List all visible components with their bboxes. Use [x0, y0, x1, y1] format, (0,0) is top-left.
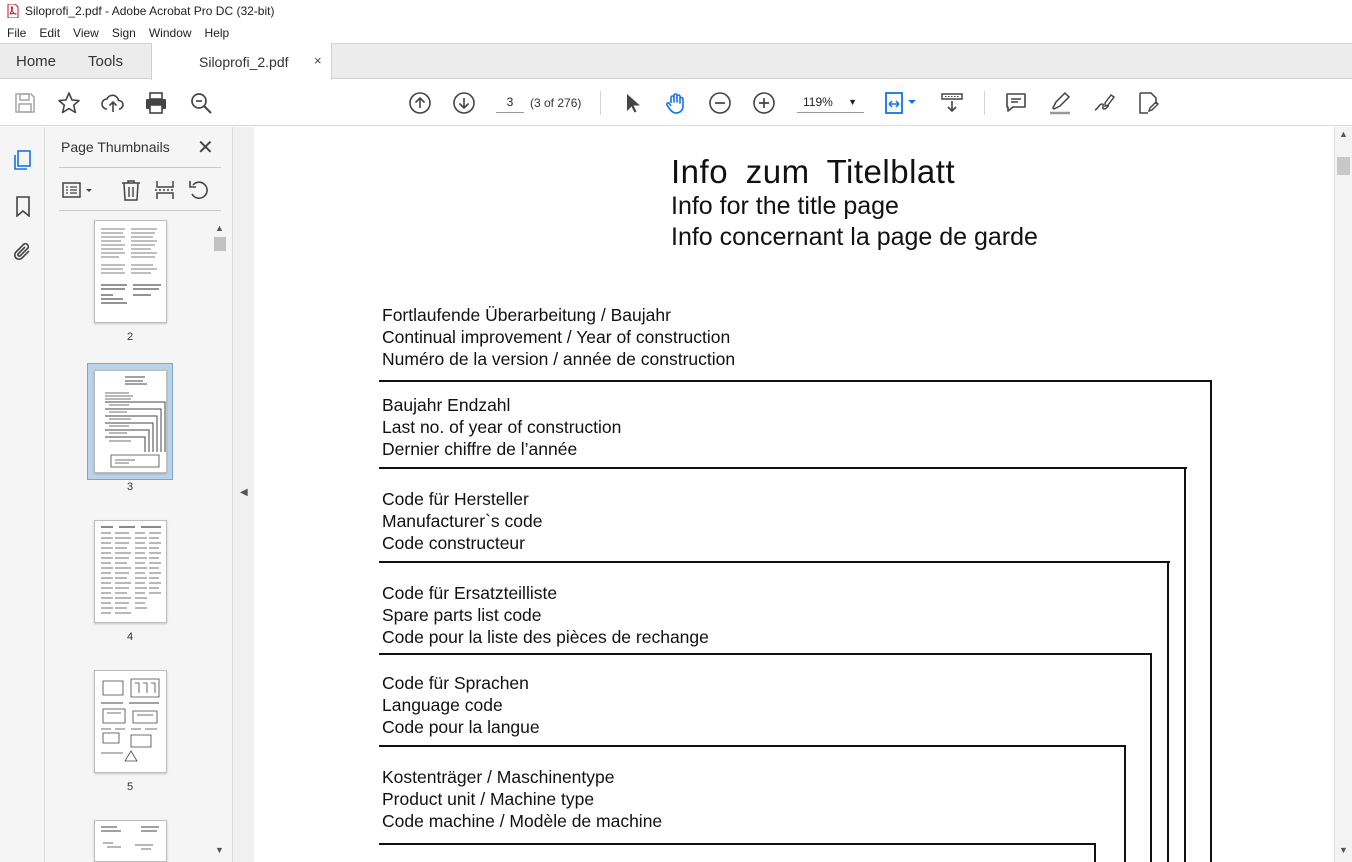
section-1 — [382, 304, 735, 370]
menu-help[interactable]: Help — [204, 25, 230, 40]
delete-page-icon[interactable] — [119, 179, 143, 201]
chevron-down-icon: ▼ — [848, 97, 857, 107]
bracket-line — [379, 467, 1187, 469]
highlight-icon[interactable] — [1048, 91, 1072, 115]
page-thumbnail-5[interactable] — [94, 670, 167, 773]
section-6 — [382, 766, 662, 832]
panel-divider — [59, 167, 221, 168]
bracket-line — [1150, 653, 1152, 862]
bracket-line — [379, 653, 1152, 655]
scroll-down-icon[interactable]: ▼ — [1339, 845, 1348, 855]
menu-file[interactable]: File — [7, 25, 27, 40]
section-text-fr: Dernier chiffre de l’année — [382, 439, 578, 459]
section-4 — [382, 582, 709, 648]
thumbnail-page-number: 3 — [126, 481, 134, 493]
bracket-line — [1167, 561, 1169, 862]
section-text-en: Language code — [382, 695, 503, 715]
menu-sign[interactable]: Sign — [111, 25, 136, 40]
tab-bar — [0, 43, 1352, 79]
select-arrow-icon[interactable] — [620, 91, 644, 115]
section-text-de: Code für Hersteller — [382, 489, 529, 509]
scroll-down-icon[interactable]: ▼ — [215, 845, 224, 855]
scrollbar-thumb[interactable] — [1337, 157, 1350, 175]
bracket-line — [1094, 843, 1096, 862]
scroll-mode-icon[interactable] — [940, 91, 964, 115]
panel-title: Page Thumbnails — [61, 139, 170, 155]
bracket-line — [379, 745, 1126, 747]
page-thumbnail-2[interactable] — [94, 220, 167, 323]
fit-page-icon[interactable] — [884, 91, 920, 115]
doc-title: Info zum Titelblatt — [671, 153, 956, 190]
thumbnail-scrollbar[interactable] — [213, 223, 227, 859]
page-thumbnails-icon[interactable] — [12, 149, 34, 171]
bracket-line — [379, 380, 1212, 382]
menu-view[interactable]: View — [73, 25, 99, 40]
page-thumbnail-6[interactable] — [94, 820, 167, 862]
section-text-en: Continual improvement / Year of construction — [382, 327, 731, 347]
page-count: (3 of 276) — [530, 96, 582, 110]
upload-icon[interactable] — [101, 91, 125, 115]
section-text-fr: Code pour la liste des pièces de rechange — [382, 627, 709, 647]
section-text-de: Fortlaufende Überarbeitung / Baujahr — [382, 305, 671, 325]
thumbnail-page-number: 4 — [126, 631, 134, 643]
bracket-line — [379, 561, 1170, 563]
section-text-en: Last no. of year of construction — [382, 417, 622, 437]
main-toolbar — [0, 80, 1352, 126]
attachment-icon[interactable] — [12, 241, 34, 263]
thumbnail-options-icon[interactable] — [61, 179, 97, 201]
page-down-icon[interactable] — [452, 91, 476, 115]
print-icon[interactable] — [144, 91, 168, 115]
extract-page-icon[interactable] — [153, 179, 177, 201]
sign-icon[interactable] — [1092, 91, 1116, 115]
page-up-icon[interactable] — [408, 91, 432, 115]
thumbnail-page-number: 2 — [126, 331, 134, 343]
window-titlebar — [0, 0, 1352, 22]
collapse-panel-icon[interactable]: ◀ — [240, 487, 248, 498]
bracket-line — [379, 843, 1096, 845]
section-text-en: Spare parts list code — [382, 605, 542, 625]
tab-tools[interactable]: Tools — [88, 53, 124, 70]
bracket-line — [1210, 380, 1212, 862]
comment-icon[interactable] — [1004, 91, 1028, 115]
document-view[interactable] — [254, 127, 1334, 862]
tab-document-label: Siloprofi_2.pdf — [199, 54, 289, 70]
star-icon[interactable] — [57, 91, 81, 115]
toolbar-separator — [984, 91, 985, 115]
section-text-de: Code für Sprachen — [382, 673, 529, 693]
section-text-en: Product unit / Machine type — [382, 789, 595, 809]
section-3 — [382, 488, 543, 554]
section-text-fr: Code constructeur — [382, 533, 525, 553]
bookmark-icon[interactable] — [12, 195, 34, 217]
scroll-up-icon[interactable]: ▲ — [1339, 129, 1348, 139]
close-tab-icon[interactable]: × — [314, 53, 322, 68]
panel-divider — [59, 210, 221, 211]
section-text-fr: Code pour la langue — [382, 717, 540, 737]
rotate-page-icon[interactable] — [187, 179, 211, 201]
page-thumbnail-3[interactable] — [94, 370, 167, 473]
acrobat-pdf-icon — [7, 4, 19, 18]
document-scrollbar[interactable] — [1334, 127, 1352, 862]
hand-icon[interactable] — [664, 91, 688, 115]
window-title: Siloprofi_2.pdf - Adobe Acrobat Pro DC (32-bit) — [25, 4, 275, 18]
thumbnail-panel — [45, 127, 232, 862]
section-text-de: Code für Ersatzteilliste — [382, 583, 558, 603]
zoom-in-icon[interactable] — [752, 91, 776, 115]
toolbar-separator — [600, 91, 601, 115]
panel-splitter[interactable] — [232, 127, 254, 862]
page-number-input[interactable]: 3 — [496, 93, 524, 113]
fill-sign-icon[interactable] — [1136, 91, 1160, 115]
zoom-level-select[interactable] — [797, 93, 864, 113]
zoom-level-value: 119% — [803, 95, 833, 109]
zoom-out-icon[interactable] — [708, 91, 732, 115]
menu-edit[interactable]: Edit — [39, 25, 61, 40]
section-text-fr: Code machine / Modèle de machine — [382, 811, 663, 831]
page-thumbnail-4[interactable] — [94, 520, 167, 623]
left-rail — [0, 127, 45, 862]
section-text-fr: Numéro de la version / année de construction — [382, 349, 736, 369]
section-text-en: Manufacturer`s code — [382, 511, 543, 531]
tab-home[interactable]: Home — [16, 53, 57, 70]
bracket-line — [1124, 745, 1126, 862]
tab-document[interactable] — [151, 43, 332, 80]
scroll-up-icon[interactable]: ▲ — [215, 223, 224, 233]
scrollbar-thumb[interactable] — [214, 237, 226, 251]
menu-window[interactable]: Window — [148, 25, 192, 40]
section-text-de: Kostenträger / Maschinentype — [382, 767, 615, 787]
search-zoom-icon[interactable] — [189, 91, 213, 115]
section-5 — [382, 672, 540, 738]
thumbnail-page-number: 5 — [126, 781, 134, 793]
section-2 — [382, 394, 621, 460]
section-text-de: Baujahr Endzahl — [382, 395, 511, 415]
menu-bar — [0, 22, 1352, 43]
save-icon[interactable] — [13, 91, 37, 115]
bracket-line — [1184, 467, 1186, 862]
close-panel-icon[interactable]: ✕ — [197, 137, 214, 159]
doc-subtitle-en: Info for the title page — [671, 192, 899, 220]
doc-subtitle-fr: Info concernant la page de garde — [671, 223, 1038, 251]
